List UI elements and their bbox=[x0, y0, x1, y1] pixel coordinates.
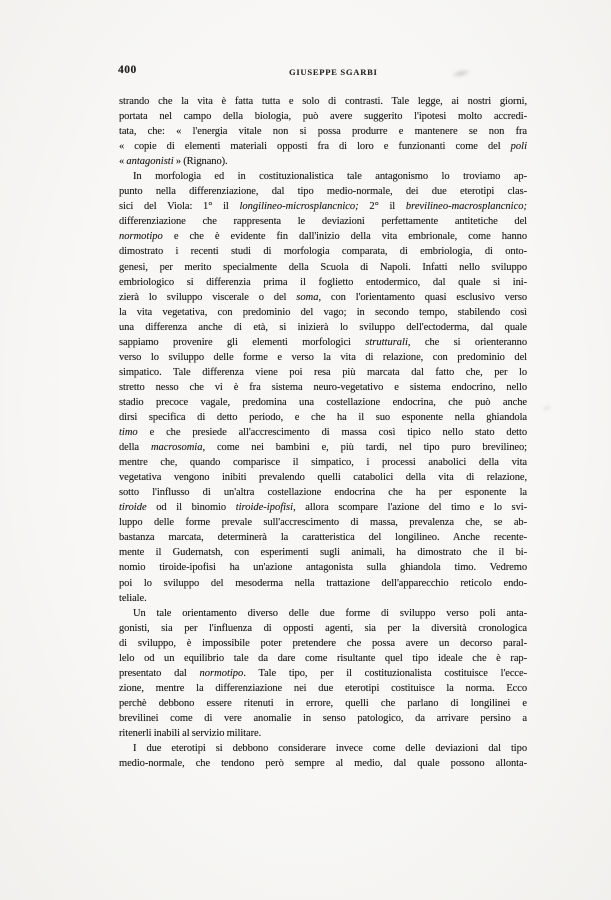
scan-smudge bbox=[539, 402, 555, 413]
text-line: timo e che presiede all'accrescimento di massa così tipico nello stato detto bbox=[119, 427, 527, 439]
text-line: strando che la vita è fatta tutta e solo di contrasti. Tale legge, ai nostri giorni, bbox=[119, 96, 527, 107]
paragraph bbox=[119, 606, 527, 741]
text-line: zione, mentre la differenziazione nei due eterotipi costituisce la norma. Ecco bbox=[119, 682, 527, 694]
text-line: normotipo e che è evidente fin dall'inizio della vita embrionale, come hanno bbox=[119, 231, 527, 243]
text-line: mente il Gudernatsh, con esperimenti sugli animali, ha dimostrato che il bi- bbox=[119, 547, 527, 559]
paragraph bbox=[119, 169, 527, 605]
text-line: una differenza anche di età, si inizierà lo sviluppo dell'ectoderma, dal quale bbox=[119, 321, 527, 333]
page-body bbox=[119, 94, 527, 771]
text-line: sappiamo provenire gli elementi morfologici strutturali, che si orienteranno bbox=[119, 336, 528, 348]
scan-smudge bbox=[446, 65, 476, 82]
text-line: bastanza marcata, determinerà la caratteristica del longilineo. Anche recente- bbox=[119, 532, 527, 544]
text-line: stadio precoce vagale, predomina una costellazione endocrina, che può anche bbox=[119, 396, 527, 408]
text-line: sotto l'influsso di un'altra costellazione endocrina che ha per esponente la bbox=[119, 487, 527, 499]
paragraph bbox=[119, 94, 527, 169]
text-line: della macrosomia, come nei bambini e, più tardi, nel tipo puro brevilineo; bbox=[119, 442, 527, 454]
text-line: brevilinei come di vere anomalie in senso patologico, da arrivare persino a bbox=[119, 712, 527, 724]
text-line: dimostrato i recenti studi di morfologia comparata, di embriologia, di onto- bbox=[119, 246, 527, 258]
text-line: presentato dal normotipo. Tale tipo, per il costituzionalista costituisce l'ecce- bbox=[119, 667, 527, 679]
text-line: differenziazione che rappresenta le deviazioni perfettamente antitetiche del bbox=[119, 216, 527, 228]
text-line: tata, che: « l'energia vitale non si possa produrre e mantenere se non fra bbox=[119, 126, 527, 138]
page-number: 400 bbox=[118, 64, 137, 76]
paragraph bbox=[119, 741, 527, 771]
text-line: la vita vegetativa, con predominio del vago; in secondo tempo, stabilendo così bbox=[119, 306, 527, 318]
text-line: nomio tiroide-ipofisi ha un'azione antagonista sulla ghiandola timo. Vedremo bbox=[119, 562, 527, 574]
text-line: zierà lo sviluppo viscerale o del soma, con l'orientamento quasi esclusivo verso bbox=[119, 291, 527, 303]
text-line: stretto nesso che vi è fra sistema neuro-vegetativo e sistema endocrino, nello bbox=[119, 381, 527, 393]
text-line: di sviluppo, è impossibile poter pretendere che possa avere un decorso paral- bbox=[119, 637, 527, 649]
text-line: perchè debbono essere ritenuti in errore, quelli che parlano di longilinei e bbox=[119, 697, 527, 709]
text-line: medio-normale, che tendono però sempre al medio, dal quale possono allonta- bbox=[119, 758, 527, 770]
text-line: embriologico si differenzia prima il foglietto entodermico, dal quale si ini- bbox=[119, 276, 527, 288]
text-line: genesi, per merito specialmente della Scuola di Napoli. Infatti nello sviluppo bbox=[119, 261, 527, 273]
text-line: poi lo sviluppo del mesoderma nella trattazione dell'apparecchio reticolo endo- bbox=[119, 577, 527, 589]
text-line: punto nella differenziazione, dal tipo medio-normale, dei due eterotipi clas- bbox=[119, 186, 527, 198]
text-line: mentre che, quando comparisce il simpatico, i processi anabolici della vita bbox=[119, 457, 527, 469]
text-line: vegetativa vengono inibiti prevalendo quelli catabolici della vita di relazione, bbox=[119, 472, 527, 484]
running-header: GIUSEPPE SGARBI bbox=[289, 67, 378, 77]
text-line: In morfologia ed in costituzionalistica tale antagonismo lo troviamo ap- bbox=[133, 171, 527, 183]
text-line: simpatico. Tale differenza viene poi resa più marcata dal fatto che, per lo bbox=[119, 366, 527, 378]
text-line: ritenerli inabili al servizio militare. bbox=[119, 727, 262, 739]
text-line: « copie di elementi materiali opposti fra di loro e funzionanti come del poli bbox=[119, 141, 527, 153]
text-line: « antagonisti » (Rignano). bbox=[119, 156, 228, 168]
text-line: luppo delle forme prevale sull'accrescimento di massa, prevalenza che, se ab- bbox=[119, 517, 527, 529]
text-line: I due eterotipi si debbono considerare invece come delle deviazioni dal tipo bbox=[133, 743, 527, 755]
text-line: lelo od un equilibrio tale da dare come risultante quel tipo ideale che è rap- bbox=[119, 652, 527, 664]
text-line: verso lo sviluppo delle forme e verso la vita di relazione, con predominio del bbox=[119, 351, 527, 363]
text-line: gonisti, sia per l'influenza di opposti agenti, sia per la diversità cronologica bbox=[119, 622, 527, 634]
text-line: teliale. bbox=[119, 592, 147, 604]
text-line: portata nel campo della biologia, può avere suggerito l'ipotesi molto accredi- bbox=[119, 111, 527, 123]
text-line: dirsi specifica di detto periodo, e che ha il suo esponente nella ghiandola bbox=[119, 411, 527, 423]
text-line: Un tale orientamento diverso delle due forme di sviluppo verso poli anta- bbox=[133, 607, 527, 619]
text-line: tiroide od il binomio tiroide-ipofisi, allora scompare l'azione del timo e lo svi- bbox=[119, 502, 527, 514]
text-line: sici del Viola: 1° il longilineo-microsplancnico; 2° il brevilineo-macrosplancnico; bbox=[119, 201, 527, 213]
